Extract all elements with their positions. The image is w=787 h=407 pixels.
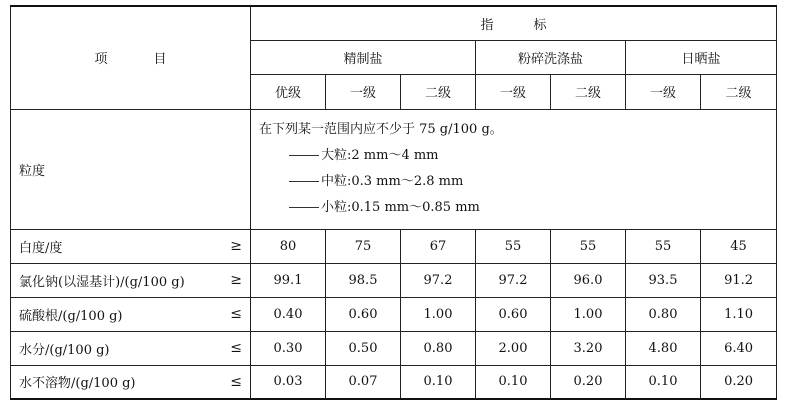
value-cell: 6.40 <box>701 331 777 365</box>
grain-label: 粒度 <box>19 163 46 179</box>
row-label: 氯化钠(以湿基计)/(g/100 g) <box>19 274 185 290</box>
grade-cell: 优级 <box>251 74 326 109</box>
grade-cell: 一级 <box>626 74 701 109</box>
table-row <box>11 331 777 365</box>
value-cell: 2.00 <box>476 331 551 365</box>
table-row <box>11 365 777 399</box>
header-item-label-a: 项 <box>94 52 108 68</box>
value-cell: 96.0 <box>551 263 626 297</box>
value-cell: 55 <box>476 229 551 263</box>
value-cell: 0.20 <box>551 365 626 399</box>
row-label-cell <box>11 365 251 399</box>
header-group-crushed-washed: 粉碎洗涤盐 <box>476 40 626 74</box>
grain-intro: 在下列某一范围内应不少于 75 g/100 g。 <box>259 122 503 137</box>
header-item-label-b: 目 <box>153 52 167 68</box>
value-cell: 45 <box>701 229 777 263</box>
value-cell: 0.80 <box>401 331 476 365</box>
value-cell: 1.00 <box>551 297 626 331</box>
grain-size-small-text: 小粒:0.15 mm～0.85 mm <box>321 200 480 215</box>
spec-table-wrapper <box>10 5 777 400</box>
value-cell: 97.2 <box>476 263 551 297</box>
header-item-cell <box>11 6 251 109</box>
comparison-symbol: ≤ <box>230 340 242 356</box>
value-cell: 0.50 <box>326 331 401 365</box>
row-label: 水不溶物/(g/100 g) <box>19 376 136 392</box>
value-cell: 80 <box>251 229 326 263</box>
header-row-index <box>11 6 777 40</box>
dash-mark <box>289 207 319 208</box>
value-cell: 99.1 <box>251 263 326 297</box>
grain-label-cell <box>11 109 251 229</box>
header-index-cell <box>251 6 777 40</box>
row-label-cell <box>11 297 251 331</box>
row-label: 白度/度 <box>19 240 63 256</box>
value-cell: 93.5 <box>626 263 701 297</box>
grain-size-large <box>259 143 776 169</box>
value-cell: 98.5 <box>326 263 401 297</box>
table-row <box>11 263 777 297</box>
grade-cell: 二级 <box>401 74 476 109</box>
dash-mark <box>289 155 319 156</box>
header-index-label-a: 指 <box>480 17 494 33</box>
dash-mark <box>289 181 319 182</box>
comparison-symbol: ≤ <box>230 306 242 322</box>
salt-spec-table <box>10 5 777 400</box>
value-cell: 0.10 <box>401 365 476 399</box>
row-label-cell <box>11 229 251 263</box>
grain-size-medium <box>259 169 776 195</box>
value-cell: 97.2 <box>401 263 476 297</box>
row-label-cell <box>11 263 251 297</box>
value-cell: 0.40 <box>251 297 326 331</box>
grain-row <box>11 109 777 229</box>
header-group-refined: 精制盐 <box>251 40 476 74</box>
grade-cell: 一级 <box>326 74 401 109</box>
value-cell: 0.20 <box>701 365 777 399</box>
value-cell: 0.10 <box>626 365 701 399</box>
value-cell: 0.30 <box>251 331 326 365</box>
grade-cell: 二级 <box>701 74 777 109</box>
value-cell: 0.07 <box>326 365 401 399</box>
value-cell: 0.10 <box>476 365 551 399</box>
comparison-symbol: ≤ <box>230 373 242 390</box>
value-cell: 4.80 <box>626 331 701 365</box>
comparison-symbol: ≥ <box>230 272 242 288</box>
row-label-cell <box>11 331 251 365</box>
grain-size-medium-text: 中粒:0.3 mm～2.8 mm <box>321 174 464 189</box>
row-label: 水分/(g/100 g) <box>19 342 110 358</box>
table-row <box>11 297 777 331</box>
value-cell: 0.03 <box>251 365 326 399</box>
value-cell: 55 <box>626 229 701 263</box>
comparison-symbol: ≥ <box>230 238 242 254</box>
value-cell: 67 <box>401 229 476 263</box>
value-cell: 91.2 <box>701 263 777 297</box>
grade-cell: 一级 <box>476 74 551 109</box>
value-cell: 0.80 <box>626 297 701 331</box>
row-label: 硫酸根/(g/100 g) <box>19 308 123 324</box>
value-cell: 55 <box>551 229 626 263</box>
grain-size-large-text: 大粒:2 mm～4 mm <box>321 148 439 163</box>
value-cell: 0.60 <box>326 297 401 331</box>
grain-content-cell <box>251 109 777 229</box>
header-index-label-b: 标 <box>533 17 547 33</box>
grade-cell: 二级 <box>551 74 626 109</box>
value-cell: 75 <box>326 229 401 263</box>
value-cell: 1.10 <box>701 297 777 331</box>
table-row <box>11 229 777 263</box>
grain-size-small <box>259 195 776 221</box>
value-cell: 0.60 <box>476 297 551 331</box>
header-group-sun-dried: 日晒盐 <box>626 40 777 74</box>
value-cell: 3.20 <box>551 331 626 365</box>
value-cell: 1.00 <box>401 297 476 331</box>
